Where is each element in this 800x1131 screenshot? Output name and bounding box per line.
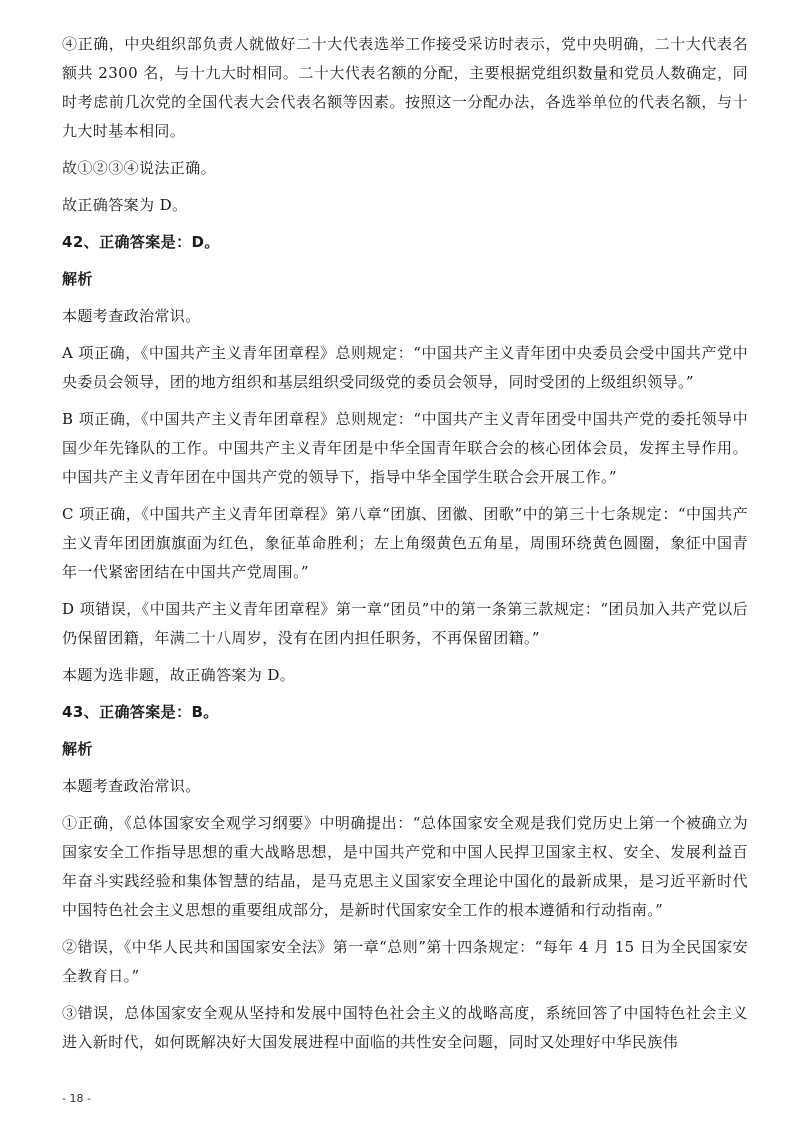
paragraph-42-item-a: A 项正确，《中国共产主义青年团章程》总则规定：“中国共产主义青年团中央委员会受中国共产党中央委员会领导，团的地方组织和基层组织受同级党的委员会领导，同时受团的上级组织领导。” — [62, 344, 748, 391]
paragraph-43-item1: ①正确，《总体国家安全观学习纲要》中明确提出：“总体国家安全观是我们党历史上第一个被确立为国家安全工作指导思想的重大战略思想，是中国共产党和中国人民捍卫国家主权、安全、发展利益百年奋斗实践经验和集体智慧的结晶，是马克思主义国家安全理论中国化的最新成果，是习近平新时代中国特色社会主义思想的重要组成部分，是新时代国家安全工作的根本遵循和行动指南。” — [62, 814, 748, 919]
paragraph-41-item4: ④正确，中央组织部负责人就做好二十大代表选举工作接受采访时表示，党中央明确，二十大代表名额共 2300 名，与十九大时相同。二十大代表名额的分配，主要根据党组织数量和党员人数确定，同时考虑前几次党的全国代表大会代表名额等因素。按照这一分配办法，各选举单位的代表名额，与十九大时基本相同。 — [62, 35, 748, 140]
paragraph-42-item-c: C 项正确，《中国共产主义青年团章程》第八章“团旗、团徽、团歌”中的第三十七条规定：“中国共产主义青年团团旗旗面为红色，象征革命胜利；左上角缀黄色五角星，周围环绕黄色圆圈，象征中国青年一代紧密团结在中国共产党周围。” — [62, 505, 748, 581]
paragraph-42-intro: 本题考查政治常识。 — [62, 307, 201, 325]
document-page — [62, 30, 748, 1057]
paragraph-42-answer: 本题为选非题，故正确答案为 D。 — [62, 666, 296, 684]
paragraph-43-item2: ②错误，《中华人民共和国国家安全法》第一章“总则”第十四条规定：“每年 4 月 15 日为全民国家安全教育日。” — [62, 938, 748, 985]
paragraph-41-answer: 故正确答案为 D。 — [62, 196, 188, 214]
analysis-label-42: 解析 — [62, 270, 93, 288]
analysis-label-43: 解析 — [62, 740, 93, 758]
heading-43: 43、正确答案是：B。 — [62, 703, 219, 721]
paragraph-42-item-d: D 项错误，《中国共产主义青年团章程》第一章“团员”中的第一条第三款规定：“团员加入共产党以后仍保留团籍，年满二十八周岁，没有在团内担任职务，不再保留团籍。” — [62, 600, 748, 647]
paragraph-41-summary: 故①②③④说法正确。 — [62, 159, 217, 177]
paragraph-42-item-b: B 项正确，《中国共产主义青年团章程》总则规定：“中国共产主义青年团受中国共产党的委托领导中国少年先锋队的工作。中国共产主义青年团是中华全国青年联合会的核心团体会员，发挥主导作用。中国共产主义青年团在中国共产党的领导下，指导中华全国学生联合会开展工作。” — [62, 410, 748, 486]
paragraph-43-intro: 本题考查政治常识。 — [62, 777, 201, 795]
paragraph-43-item3: ③错误，总体国家安全观从坚持和发展中国特色社会主义的战略高度，系统回答了中国特色社会主义进入新时代，如何既解决好大国发展进程中面临的共性安全问题，同时又处理好中华民族伟 — [62, 1004, 748, 1051]
heading-42: 42、正确答案是：D。 — [62, 233, 220, 251]
page-number: - 18 - — [62, 1092, 91, 1105]
